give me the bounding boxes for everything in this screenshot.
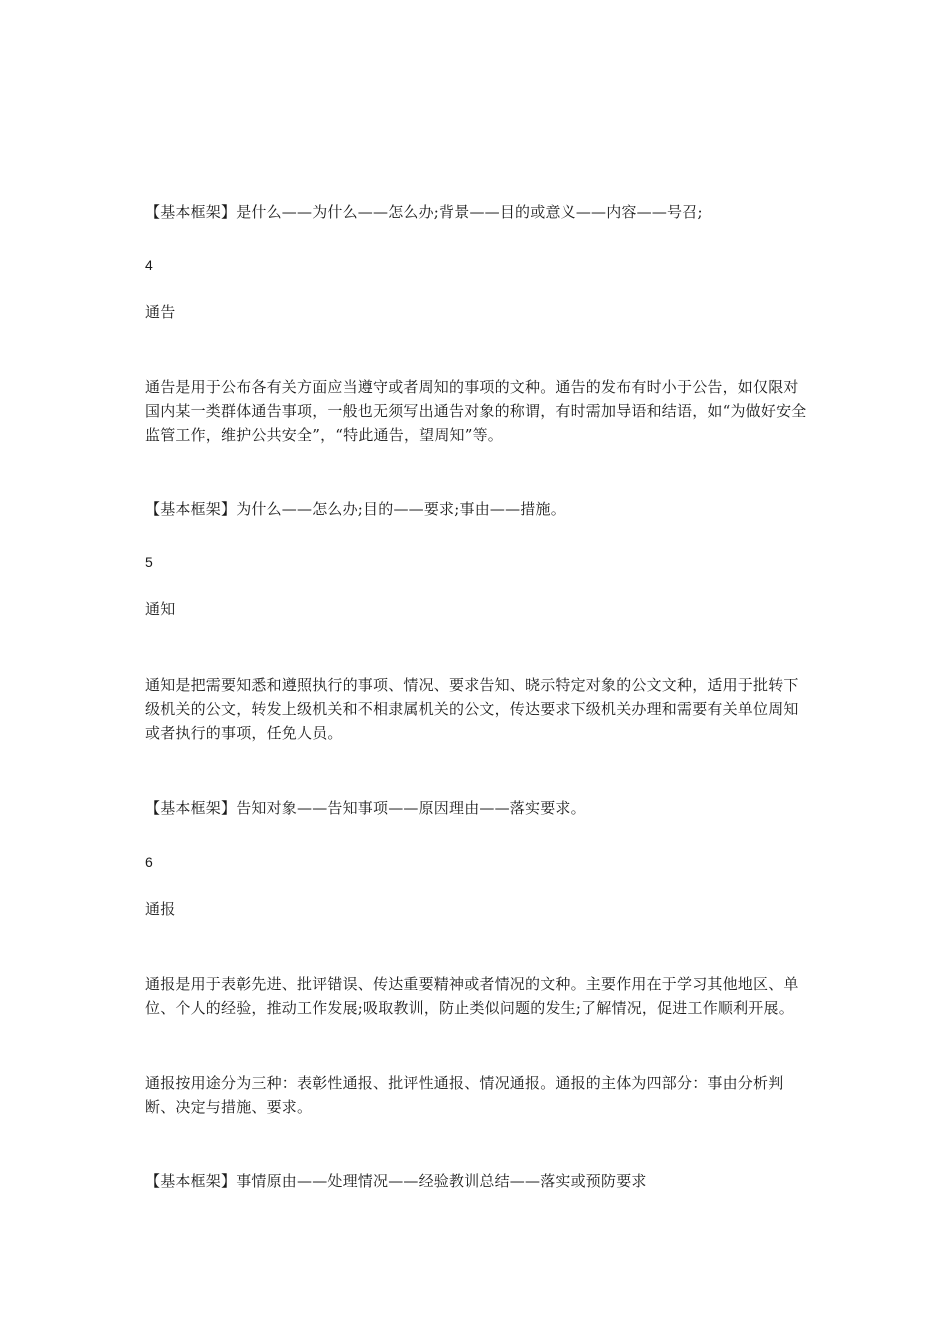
section-title: 通知	[145, 600, 176, 618]
basic-framework-paragraph: 【基本框架】事情原由——处理情况——经验教训总结——落实或预防要求	[145, 1172, 647, 1190]
basic-framework-paragraph: 【基本框架】告知对象——告知事项——原因理由——落实要求。	[145, 799, 586, 817]
body-paragraph: 通报按用途分为三种：表彰性通报、批评性通报、情况通报。通报的主体为四部分：事由分析判断、决定与措施、要求。	[145, 1074, 784, 1116]
section-title: 通告	[145, 303, 176, 321]
basic-framework-paragraph: 【基本框架】是什么——为什么——怎么办;背景——目的或意义——内容——号召;	[145, 203, 703, 221]
body-paragraph: 通报是用于表彰先进、批评错误、传达重要精神或者情况的文种。主要作用在于学习其他地区、单位、个人的经验，推动工作发展;吸取教训，防止类似问题的发生;了解情况，促进工作顺利开展。	[145, 975, 799, 1017]
section-number: 5	[145, 554, 153, 570]
body-paragraph: 通告是用于公布各有关方面应当遵守或者周知的事项的文种。通告的发布有时小于公告，如仅限对国内某一类群体通告事项，一般也无须写出通告对象的称谓，有时需加导语和结语，如“为做好安全监管工作，维护公共安全”，“特此通告，望周知”等。	[145, 378, 807, 444]
section-number: 6	[145, 854, 153, 870]
basic-framework-paragraph: 【基本框架】为什么——怎么办;目的——要求;事由——措施。	[145, 500, 566, 518]
section-title: 通报	[145, 900, 176, 918]
body-paragraph: 通知是把需要知悉和遵照执行的事项、情况、要求告知、晓示特定对象的公文文种，适用于批转下级机关的公文，转发上级机关和不相隶属机关的公文，传达要求下级机关办理和需要有关单位周知或者执行的事项，任免人员。	[145, 676, 799, 742]
section-number: 4	[145, 257, 153, 273]
